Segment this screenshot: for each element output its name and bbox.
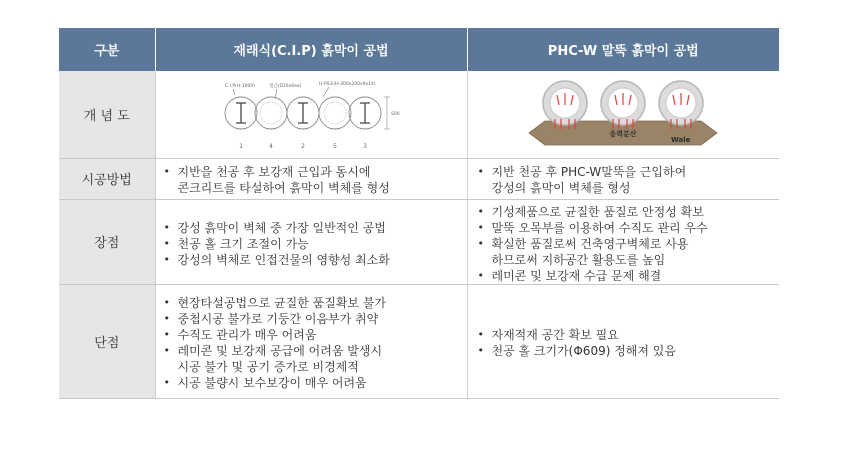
- list-item: • 지반을 천공 후 보강재 근입과 동시에: [162, 164, 467, 180]
- row-label-disadvantages: 단점: [59, 284, 155, 398]
- table-header-row: [59, 28, 779, 71]
- phc-diagram-cell: [467, 71, 779, 158]
- row-label-advantages: 장점: [59, 199, 155, 284]
- phc-advantages-cell: [467, 199, 779, 284]
- cip-num-5: 5: [333, 143, 337, 151]
- table-row-concept: [59, 71, 779, 158]
- list-item: • 지반 천공 후 PHC-W말뚝을 근입하여: [476, 164, 780, 180]
- cip-diagram-cell: [155, 71, 467, 158]
- list-item: • 천공 홀 크기 조절이 가능: [162, 236, 467, 252]
- cip-dimension: S00: [391, 112, 400, 118]
- row-label-concept: 개 념 도: [59, 71, 155, 158]
- header-category: 구분: [59, 28, 155, 71]
- cip-advantages-cell: [155, 199, 467, 284]
- list-item: • 말뚝 오목부를 이용하여 수직도 관리 우수: [476, 220, 780, 236]
- wale-label: Wale: [671, 136, 691, 145]
- header-cip-method: 재래식(C.I.P) 흙막이 공법: [155, 28, 467, 71]
- cip-concept-diagram: [211, 75, 411, 153]
- cip-num-3: 3: [363, 143, 367, 151]
- phc-concept-diagram: [523, 75, 723, 153]
- list-item: • 시공 불량시 보수보강이 매우 어려움: [162, 375, 467, 391]
- table-row-disadvantages: [59, 284, 779, 398]
- cip-label-rebar: 철근(D16x6ea): [269, 84, 302, 90]
- list-item-cont: 하므로써 지하공간 활용도를 높임: [491, 252, 666, 267]
- cip-label-hpile: H-PILE(H-300x200x9x14): [319, 82, 376, 88]
- list-item: • 레미콘 및 보강재 수급 문제 해결: [476, 268, 780, 284]
- header-phc-method: PHC-W 말뚝 흙막이 공법: [467, 28, 779, 71]
- list-item: • 천공 홀 크기가(Φ609) 정해져 있음: [476, 343, 780, 359]
- list-item-cont: 콘크리트를 타설하여 흙막이 벽체를 형성: [177, 181, 390, 195]
- cip-label-cip: C.I.P(H-1000): [225, 84, 256, 90]
- list-item: • 현장타설공법으로 균질한 품질확보 불가: [162, 295, 467, 311]
- cip-num-4: 4: [269, 143, 273, 151]
- phc-disadvantages-cell: [467, 284, 779, 398]
- list-item-cont: 강성의 흙막이 벽체를 형성: [491, 181, 631, 195]
- row-label-construction: 시공방법: [59, 158, 155, 199]
- stress-distribution-label: 응력분산: [609, 130, 637, 139]
- table-row-advantages: [59, 199, 779, 284]
- list-item: • 중첩시공 불가로 기둥간 이음부가 취약: [162, 311, 467, 327]
- list-item: • 레미콘 및 보강재 공급에 어려움 발생시: [162, 343, 467, 359]
- list-item: • 수직도 관리가 매우 어려움: [162, 327, 467, 343]
- cip-num-1: 1: [239, 143, 243, 151]
- list-item: • 강성 흙막이 벽체 중 가장 일반적인 공법: [162, 220, 467, 236]
- table-row-construction: [59, 158, 779, 199]
- list-item-cont: 시공 불가 및 공기 증가로 비경제적: [177, 360, 359, 374]
- comparison-table: [59, 28, 779, 399]
- phc-construction-cell: [467, 158, 779, 199]
- list-item: • 확실한 품질로써 건축영구벽체로 사용: [476, 236, 780, 252]
- cip-disadvantages-cell: [155, 284, 467, 398]
- list-item: • 자재적재 공간 확보 필요: [476, 327, 780, 343]
- list-item: • 강성의 벽체로 인접건물의 영향성 최소화: [162, 252, 467, 268]
- cip-construction-cell: [155, 158, 467, 199]
- cip-num-2: 2: [301, 143, 305, 151]
- list-item: • 기성제품으로 균질한 품질로 안정성 확보: [476, 204, 780, 220]
